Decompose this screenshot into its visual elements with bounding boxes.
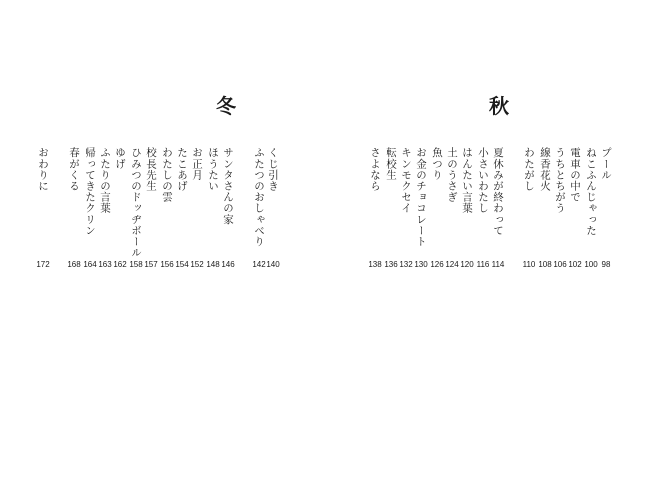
toc-title: お正月 — [191, 147, 203, 181]
toc-title: たこあげ — [176, 147, 188, 192]
page-number: 142 — [252, 260, 266, 269]
toc-title: わたがし — [523, 147, 535, 192]
toc-title: 線香花火 — [539, 147, 551, 192]
toc-title: 電車の中で — [569, 147, 581, 203]
page-number: 102 — [568, 260, 582, 269]
toc-title: ふたつのおしゃべり — [253, 147, 265, 247]
page-number: 114 — [491, 260, 505, 269]
toc-title: キンモクセイ — [400, 147, 412, 214]
page-number: 156 — [160, 260, 174, 269]
page-number: 132 — [399, 260, 413, 269]
page-number: 100 — [584, 260, 598, 269]
page-number: 152 — [190, 260, 204, 269]
toc-title: ねこふんじゃった — [585, 147, 597, 236]
page-number: 136 — [384, 260, 398, 269]
toc-title: 小さいわたし — [477, 147, 489, 214]
toc-title: お金のチョコレート — [415, 147, 427, 247]
page-number: 164 — [83, 260, 97, 269]
toc-title: ゆげ — [114, 147, 126, 170]
page-number: 110 — [522, 260, 536, 269]
toc-title: 土のうさぎ — [446, 147, 458, 203]
page-number: 140 — [266, 260, 280, 269]
page-number: 124 — [445, 260, 459, 269]
page-number: 106 — [553, 260, 567, 269]
page-number: 157 — [144, 260, 158, 269]
toc-title: 春がくる — [68, 147, 80, 192]
toc-title: 転校生 — [385, 147, 397, 181]
autumn-heading: 秋 — [489, 94, 509, 118]
toc-title: ほうたい — [207, 147, 219, 192]
page-number: 120 — [460, 260, 474, 269]
toc-title: ふたりの言葉 — [99, 147, 111, 214]
page-number: 130 — [414, 260, 428, 269]
page-number: 146 — [221, 260, 235, 269]
page-number: 162 — [113, 260, 127, 269]
toc-title: 帰ってきたクリン — [84, 147, 96, 236]
toc-title: はんたい言葉 — [461, 147, 473, 214]
toc-title: おわりに — [37, 147, 49, 192]
toc-title: さよなら — [369, 147, 381, 192]
toc-title: プール — [600, 147, 612, 181]
page-number: 148 — [206, 260, 220, 269]
toc-title: 魚つり — [431, 147, 443, 181]
page-number: 116 — [476, 260, 490, 269]
page-number: 158 — [129, 260, 143, 269]
page-number: 138 — [368, 260, 382, 269]
toc-title: うちとちがう — [554, 147, 566, 214]
page-number: 154 — [175, 260, 189, 269]
page-number: 168 — [67, 260, 81, 269]
toc-title: くじ引き — [267, 147, 279, 192]
page-number: 172 — [36, 260, 50, 269]
page-number: 163 — [98, 260, 112, 269]
toc-title: サンタさんの家 — [222, 147, 234, 225]
page-number: 108 — [538, 260, 552, 269]
page-number: 98 — [601, 260, 611, 269]
toc-title: 校長先生 — [145, 147, 157, 192]
toc-title: 夏休みが終わって — [492, 147, 504, 236]
page-number: 126 — [430, 260, 444, 269]
toc-title: わたしの雲 — [161, 147, 173, 203]
winter-heading: 冬 — [216, 94, 236, 118]
toc-title: ひみつのドッヂボール — [130, 147, 142, 258]
